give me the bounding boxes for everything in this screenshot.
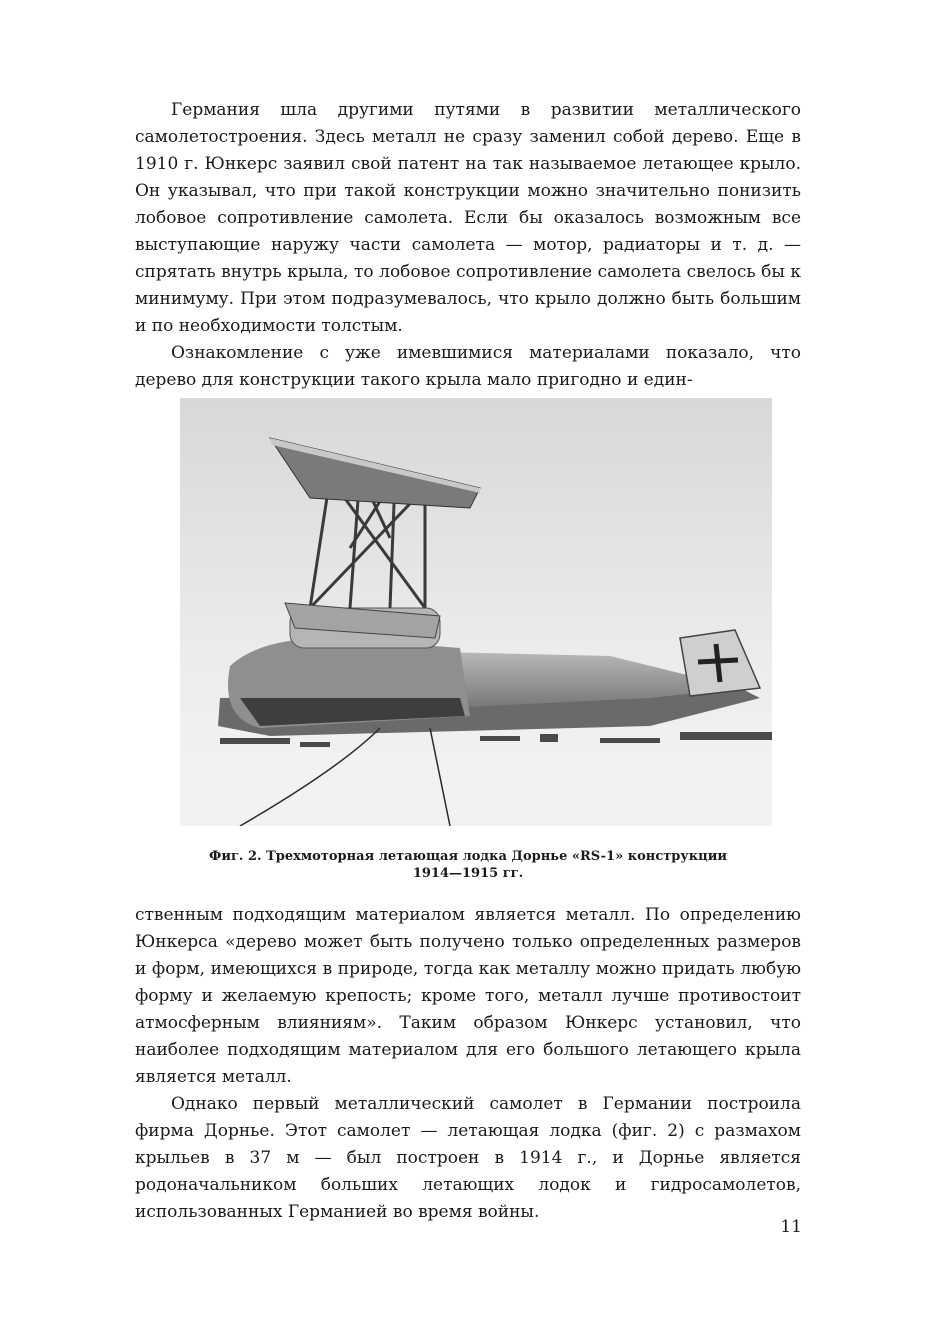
paragraph: ственным подходящим материалом является металл. По определению Юнкерса «дерево может быть получено только определенных размеров и форм, имеющихся в природе, тогда как металлу можно придать любую форму и желаемую крепость; кроме того, металл лучше противостоит атмосферным влияниям». Таким образом Юнкерс установил, что наиболее подходящим материалом для его большого летающего крыла является металл. <box>135 905 801 1087</box>
caption-line: 1914—1915 гг. <box>412 866 524 881</box>
page-number: 11 <box>780 1217 802 1237</box>
paragraph: Однако первый металлический самолет в Германии построила фирма Дорнье. Этот самолет — летающая лодка (фиг. 2) с размахом крыльев в 37 м — был построен в 1914 г., и Дорнье является родоначальником больших летающих лодок и гидросамолетов, использованных Германией во время войны. <box>135 1094 801 1222</box>
paragraph: Ознакомление с уже имевшимися материалами показало, что дерево для конструкции такого крыла мало пригодно и един- <box>135 343 801 390</box>
text-block-bottom <box>135 902 801 1226</box>
figure-photo-flying-boat <box>180 398 772 826</box>
text-block-top <box>135 97 801 394</box>
caption-line: Фиг. 2. Трехмоторная летающая лодка Дорнье «RS-1» конструкции <box>208 849 727 864</box>
ground <box>180 750 772 826</box>
flying-boat-illustration <box>180 398 772 826</box>
paragraph: Германия шла другими путями в развитии металлического самолетостроения. Здесь металл не сразу заменил собой дерево. Еще в 1910 г. Юнкерс заявил свой патент на так называемое летающее крыло. Он указывал, что при такой конструкции можно значительно понизить лобовое сопротивление самолета. Если бы оказалось возможным все выступающие наружу части самолета — мотор, радиаторы и т. д. — спрятать внутрь крыла, то лобовое сопротивление самолета свелось бы к минимуму. При этом подразумевалось, что крыло должно быть большим и по необходимости толстым. <box>135 100 801 336</box>
figure-caption <box>150 848 786 882</box>
